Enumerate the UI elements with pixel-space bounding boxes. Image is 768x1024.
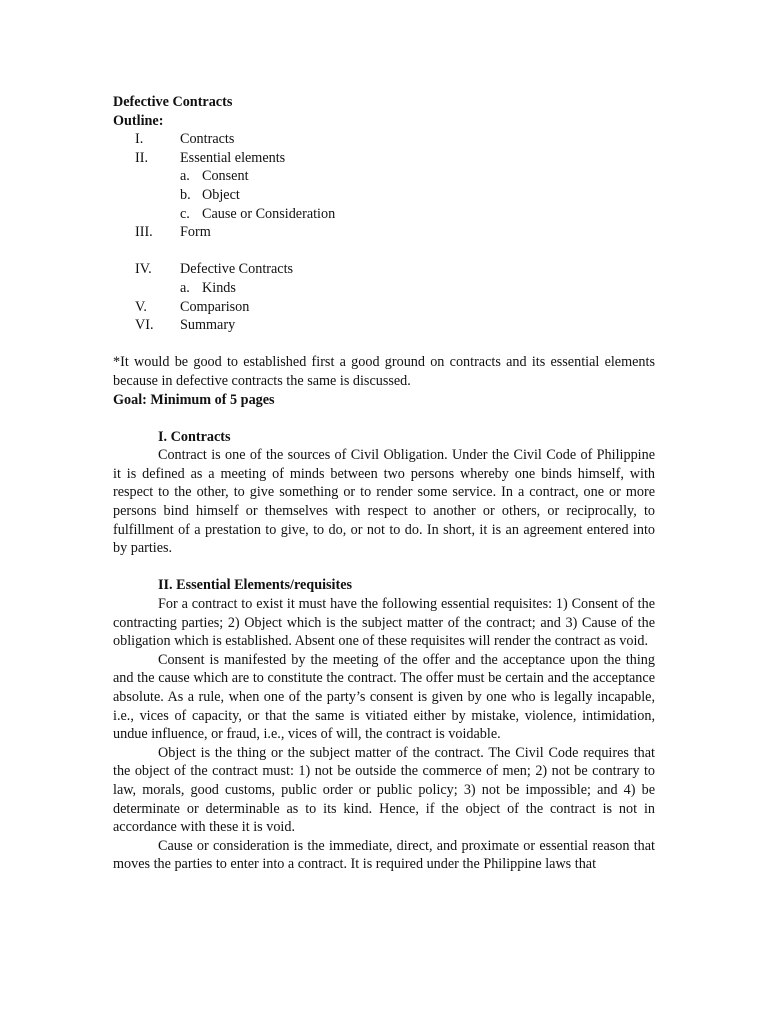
outline-item (113, 316, 655, 335)
spacer (113, 242, 655, 261)
outline-text: Summary (180, 317, 236, 334)
outline-item (113, 260, 655, 279)
section-heading: I. Contracts (158, 428, 231, 445)
body-paragraph: Contract is one of the sources of Civil Obligation. Under the Civil Code of Philippine it is defined as a meeting of minds between two persons whereby one binds himself, with respect to the other, to give something or to render some service. In a contract, one or more persons bind himself or themselves with respect to another or others, or reciprocally, to fulfillment of a prestation to give, to do, or not to do. In short, it is an agreement entered into by parties. (113, 447, 655, 557)
goal-line: Goal: Minimum of 5 pages (113, 391, 275, 408)
outline-text: Comparison (180, 298, 250, 315)
outline-letter: a. (180, 279, 190, 296)
outline-letter: a. (180, 168, 190, 185)
outline-text: Cause or Consideration (202, 205, 336, 222)
outline-number: VI. (135, 317, 154, 334)
outline-text: Form (180, 224, 211, 241)
outline-subitem (113, 186, 655, 205)
spacer (113, 409, 655, 428)
section-heading: II. Essential Elements/requisites (158, 577, 353, 594)
outline-number: I. (135, 131, 144, 148)
document-title: Defective Contracts (113, 94, 233, 110)
body-paragraph: Object is the thing or the subject matter of the contract. The Civil Code requires that the object of the contract must: 1) not be outside the commerce of men; 2) not be contrary to law, morals, good customs, public order or public policy; 3) not be impossible; and 4) be determinate or determinable as to its kind. Hence, if the object of the contract is not in accordance with these it is void. (113, 744, 655, 836)
body-paragraph: For a contract to exist it must have the following essential requisites: 1) Consent of the contracting parties; 2) Object which is the subject matter of the contract; and 3) Cause of the obligation which is established. Absent one of these requisites will render the contract as void. (113, 596, 655, 650)
outline-label: Outline: (113, 112, 164, 129)
outline-item (113, 130, 655, 149)
outline-text: Object (202, 186, 240, 203)
body-paragraph: Cause or consideration is the immediate, direct, and proximate or essential reason that moves the parties to enter into a contract. It is required under the Philippine laws that (113, 837, 655, 873)
outline-text: Contracts (180, 131, 235, 148)
outline-item (113, 298, 655, 317)
outline-subitem (113, 167, 655, 186)
outline-subitem (113, 279, 655, 298)
outline-number: III. (135, 224, 153, 241)
outline-letter: b. (180, 186, 191, 203)
outline-letter: c. (180, 205, 190, 222)
outline-item (113, 223, 655, 242)
note-paragraph: *It would be good to established first a good ground on contracts and its essential elements because in defective contracts the same is discussed. (113, 354, 655, 389)
outline-subitem (113, 205, 655, 224)
outline-text: Consent (202, 168, 249, 185)
outline-number: II. (135, 149, 148, 166)
outline-number: IV. (135, 261, 152, 278)
spacer (113, 558, 655, 577)
outline-text: Defective Contracts (180, 261, 294, 278)
body-paragraph: Consent is manifested by the meeting of the offer and the acceptance upon the thing and the cause which are to constitute the contract. The offer must be certain and the acceptance absolute. As a rule, when one of the party’s consent is given by one who is legally incapable, i.e., vices of capacity, or that the same is vitiated either by mistake, violence, intimidation, undue influence, or fraud, i.e., vices of will, the contract is voidable. (113, 651, 655, 743)
outline-item (113, 149, 655, 168)
outline-number: V. (135, 298, 147, 315)
document-body (113, 93, 655, 874)
outline-text: Kinds (202, 279, 236, 296)
spacer (113, 335, 655, 354)
outline-text: Essential elements (180, 149, 286, 166)
